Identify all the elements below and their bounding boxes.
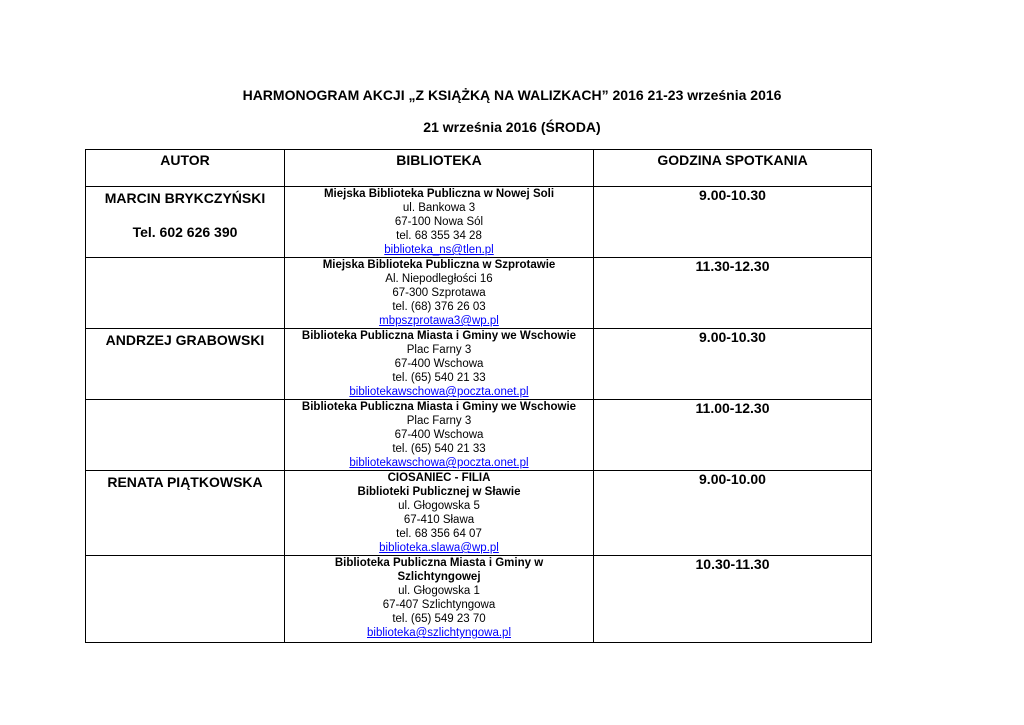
schedule-table [85, 149, 872, 643]
library-address: Al. Niepodległości 16 [385, 273, 493, 285]
library-phone: tel. (65) 540 21 33 [392, 372, 486, 384]
author-cell [86, 400, 285, 471]
table-row [86, 329, 872, 400]
library-city: 67-100 Nowa Sól [394, 216, 484, 228]
author-name: ANDRZEJ GRABOWSKI [105, 332, 265, 348]
library-email-link[interactable]: bibliotekawschowa@poczta.onet.pl [349, 457, 529, 469]
meeting-time: 11.00-12.30 [594, 400, 872, 471]
library-name-line2: Biblioteki Publicznej w Sławie [357, 486, 521, 498]
library-cell [285, 258, 594, 329]
author-name: MARCIN BRYKCZYŃSKI [104, 190, 266, 206]
library-name-line2: Szlichtyngowej [397, 571, 481, 583]
library-phone: tel. (65) 540 21 33 [392, 443, 486, 455]
library-address: Plac Farny 3 [406, 415, 472, 427]
library-address: ul. Bankowa 3 [402, 202, 476, 214]
library-email-link[interactable]: biblioteka@szlichtyngowa.pl [367, 627, 511, 639]
table-row [86, 556, 872, 643]
library-name: Miejska Biblioteka Publiczna w Szprotawie [322, 259, 556, 271]
header-time: GODZINA SPOTKANIA [594, 150, 872, 187]
library-cell [285, 471, 594, 556]
author-cell [86, 258, 285, 329]
library-cell [285, 400, 594, 471]
library-email-link[interactable]: bibliotekawschowa@poczta.onet.pl [349, 386, 529, 398]
library-cell [285, 187, 594, 258]
library-city: 67-407 Szlichtyngowa [382, 599, 496, 611]
table-row [86, 400, 872, 471]
table-row [86, 258, 872, 329]
document-subtitle: 21 września 2016 (ŚRODA) [423, 119, 601, 135]
library-phone: tel. (68) 376 26 03 [392, 301, 486, 313]
library-email-link[interactable]: mbpszprotawa3@wp.pl [379, 315, 499, 327]
library-cell [285, 329, 594, 400]
table-header-row [86, 150, 872, 187]
library-name: Miejska Biblioteka Publiczna w Nowej Soli [323, 188, 555, 200]
author-cell [86, 556, 285, 643]
library-city: 67-300 Szprotawa [392, 287, 486, 299]
library-email-link[interactable]: biblioteka_ns@tlen.pl [384, 244, 494, 256]
library-phone: tel. (65) 549 23 70 [392, 613, 486, 625]
meeting-time: 11.30-12.30 [594, 258, 872, 329]
library-address: ul. Głogowska 1 [398, 585, 480, 597]
meeting-time: 9.00-10.00 [594, 471, 872, 556]
author-cell [86, 471, 285, 556]
author-cell [86, 329, 285, 400]
table-row [86, 471, 872, 556]
library-cell [285, 556, 594, 643]
library-city: 67-410 Sława [403, 514, 475, 526]
meeting-time: 9.00-10.30 [594, 329, 872, 400]
header-library: BIBLIOTEKA [285, 150, 594, 187]
library-name: Biblioteka Publiczna Miasta i Gminy we Wschowie [301, 330, 577, 342]
author-cell [86, 187, 285, 258]
library-phone: tel. 68 355 34 28 [396, 230, 482, 242]
library-email-link[interactable]: biblioteka.slawa@wp.pl [379, 542, 499, 554]
library-phone: tel. 68 356 64 07 [396, 528, 482, 540]
header-author: AUTOR [86, 150, 285, 187]
library-city: 67-400 Wschowa [394, 429, 484, 441]
meeting-time: 10.30-11.30 [594, 556, 872, 643]
library-name: Biblioteka Publiczna Miasta i Gminy w [334, 557, 544, 569]
author-phone: Tel. 602 626 390 [132, 224, 238, 240]
library-address: ul. Głogowska 5 [398, 500, 480, 512]
library-name: CIOSANIEC - FILIA [387, 472, 491, 484]
library-city: 67-400 Wschowa [394, 358, 484, 370]
library-address: Plac Farny 3 [406, 344, 472, 356]
document-title: HARMONOGRAM AKCJI „Z KSIĄŻKĄ NA WALIZKACH” 2016 21-23 września 2016 [242, 87, 782, 103]
author-name: RENATA PIĄTKOWSKA [107, 474, 263, 490]
meeting-time: 9.00-10.30 [594, 187, 872, 258]
library-name: Biblioteka Publiczna Miasta i Gminy we Wschowie [301, 401, 577, 413]
table-row [86, 187, 872, 258]
